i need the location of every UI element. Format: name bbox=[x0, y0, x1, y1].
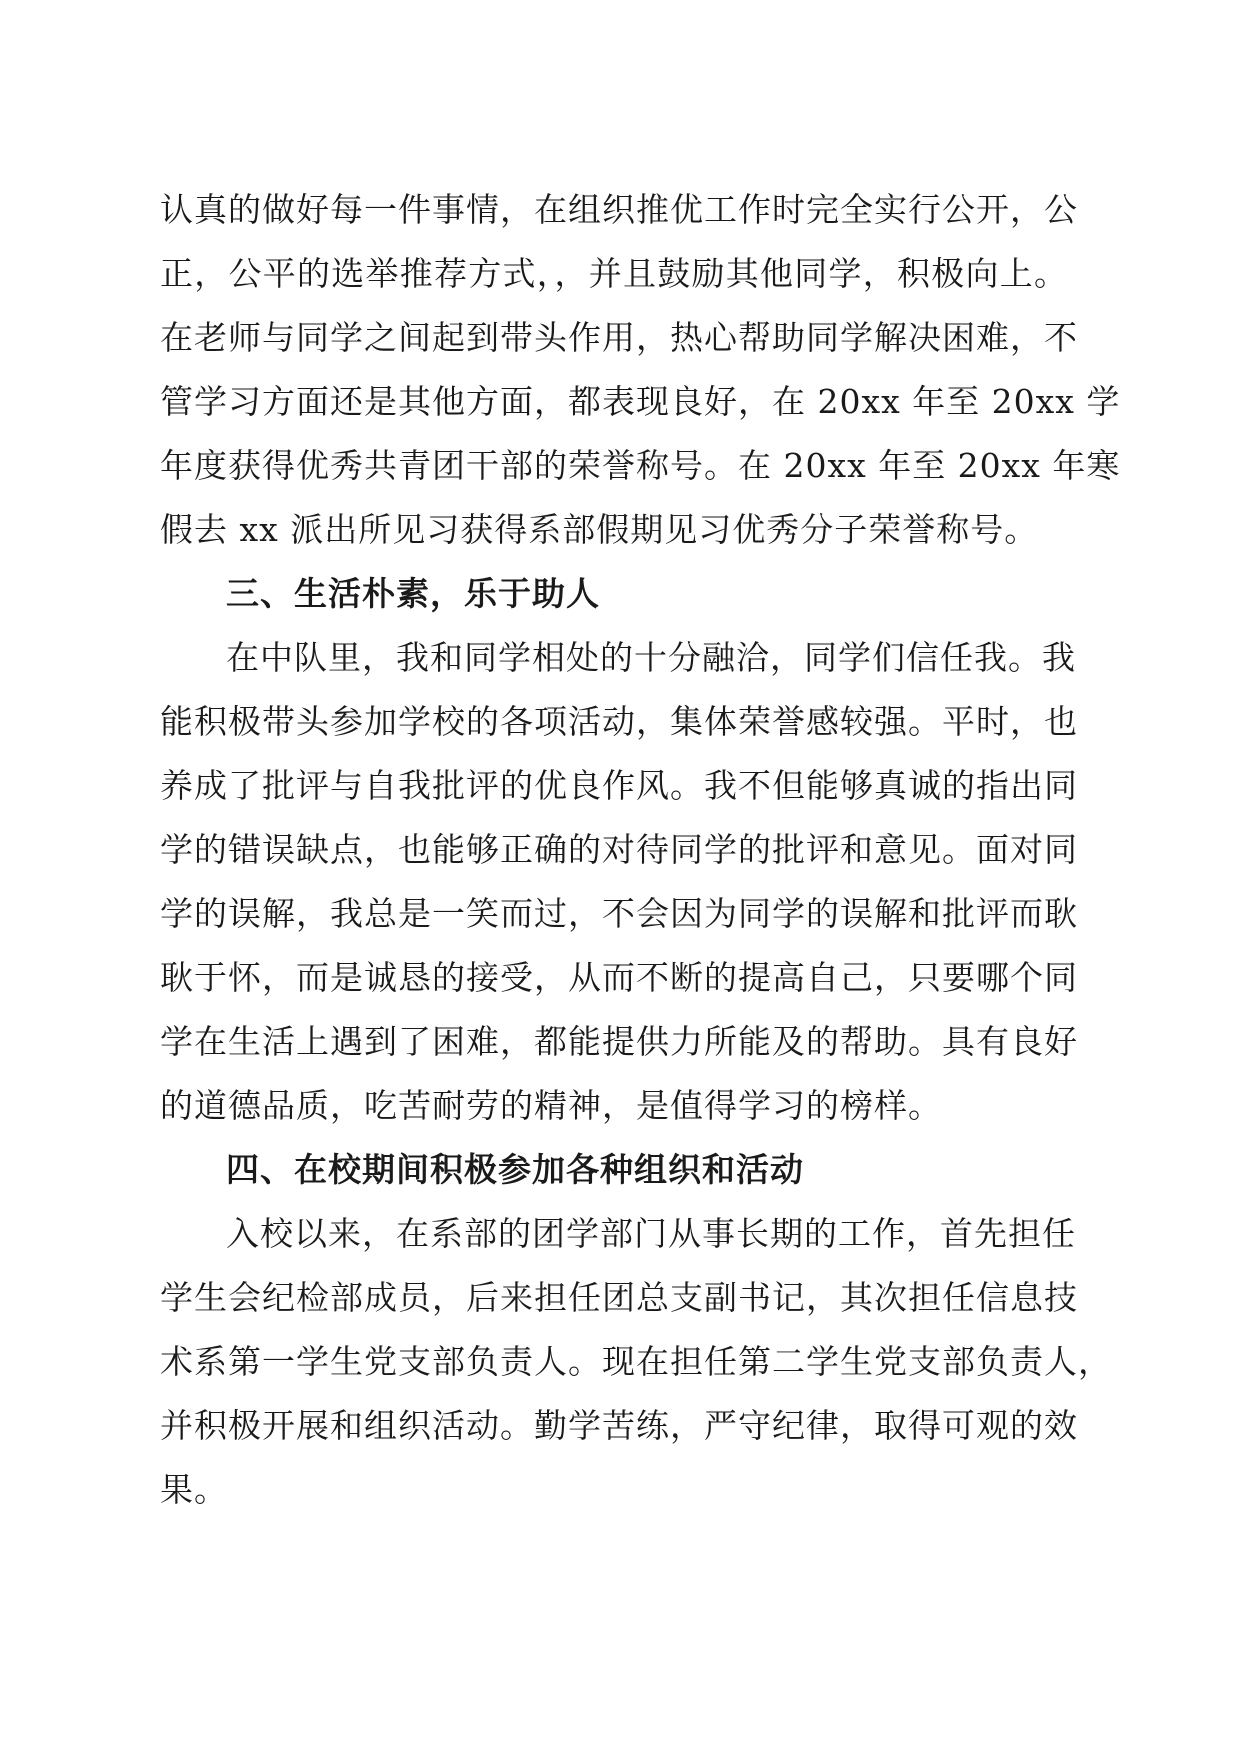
text-line: 术系第一学生党支部负责人。现在担任第二学生党支部负责人， bbox=[160, 1342, 1112, 1381]
section-3-heading: 三、生活朴素，乐于助人 bbox=[226, 574, 600, 613]
text-line: 在老师与同学之间起到带头作用，热心帮助同学解决困难，不 bbox=[160, 318, 1078, 357]
text-line: 并积极开展和组织活动。勤学苦练，严守纪律，取得可观的效 bbox=[160, 1406, 1078, 1445]
text-line: 的道德品质，吃苦耐劳的精神，是值得学习的榜样。 bbox=[160, 1086, 942, 1125]
text-line: 学生会纪检部成员，后来担任团总支副书记，其次担任信息技 bbox=[160, 1278, 1078, 1317]
text-line: 正，公平的选举推荐方式，，并且鼓励其他同学，积极向上。 bbox=[160, 254, 1068, 293]
text-line: 在中队里，我和同学相处的十分融洽，同学们信任我。我 bbox=[226, 638, 1076, 677]
text-line: 认真的做好每一件事情，在组织推优工作时完全实行公开，公 bbox=[160, 190, 1078, 229]
text-line: 耿于怀，而是诚恳的接受，从而不断的提高自己，只要哪个同 bbox=[160, 958, 1078, 997]
text-line: 学在生活上遇到了困难，都能提供力所能及的帮助。具有良好 bbox=[160, 1022, 1078, 1061]
text-line: 能积极带头参加学校的各项活动，集体荣誉感较强。平时，也 bbox=[160, 702, 1078, 741]
text-line: 养成了批评与自我批评的优良作风。我不但能够真诚的指出同 bbox=[160, 766, 1078, 805]
text-line: 假去 xx 派出所见习获得系部假期见习优秀分子荣誉称号。 bbox=[160, 510, 1039, 549]
section-4-heading: 四、在校期间积极参加各种组织和活动 bbox=[226, 1150, 804, 1189]
text-line: 入校以来，在系部的团学部门从事长期的工作，首先担任 bbox=[226, 1214, 1076, 1253]
section-4 bbox=[160, 1138, 1112, 1522]
section-3 bbox=[160, 562, 1078, 1138]
text-line: 学的误解，我总是一笑而过，不会因为同学的误解和批评而耿 bbox=[160, 894, 1078, 933]
text-line: 学的错误缺点，也能够正确的对待同学的批评和意见。面对同 bbox=[160, 830, 1078, 869]
paragraph-1 bbox=[160, 178, 1121, 562]
text-line: 果。 bbox=[160, 1470, 228, 1509]
text-line: 管学习方面还是其他方面，都表现良好，在 20xx 年至 20xx 学 bbox=[160, 382, 1121, 421]
text-line: 年度获得优秀共青团干部的荣誉称号。在 20xx 年至 20xx 年寒 bbox=[160, 446, 1121, 485]
document-page bbox=[160, 178, 1121, 1522]
